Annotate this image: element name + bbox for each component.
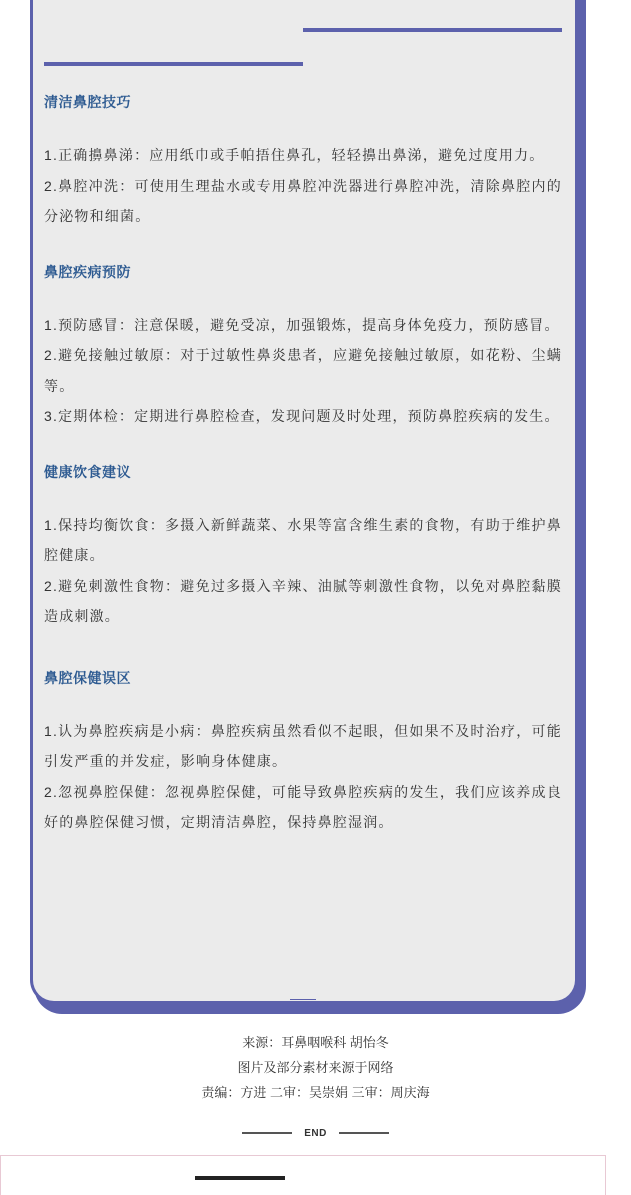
credit-images: 图片及部分素材来源于网络 — [237, 1060, 394, 1075]
list-item: 2.鼻腔冲洗：可使用生理盐水或专用鼻腔冲洗器进行鼻腔冲洗，清除鼻腔内的分泌物和细菌。 — [44, 177, 562, 224]
list-item: 3.定期体检：定期进行鼻腔检查，发现问题及时处理，预防鼻腔疾病的发生。 — [44, 408, 560, 424]
credits — [0, 1030, 631, 1105]
list-item: 1.保持均衡饮食：多摄入新鲜蔬菜、水果等富含维生素的食物，有助于维护鼻腔健康。 — [44, 516, 562, 563]
card-handle-icon — [290, 999, 316, 1007]
list-item: 2.忽视鼻腔保健：忽视鼻腔保健，可能导致鼻腔疾病的发生，我们应该养成良好的鼻腔保健习惯，定期清洁鼻腔，保持鼻腔湿润。 — [44, 783, 562, 830]
list-item: 1.预防感冒：注意保暖，避免受凉，加强锻炼，提高身体免疫力，预防感冒。 — [44, 316, 560, 333]
end-marker — [0, 1125, 631, 1141]
section-cleaning — [44, 88, 562, 232]
credit-editors: 责编：方进 二审：吴崇娟 三审：周庆海 — [201, 1085, 430, 1100]
list-item: 2.避免接触过敏原：对于过敏性鼻炎患者，应避免接触过敏原，如花粉、尘螨等。 — [44, 347, 562, 394]
section-heading: 鼻腔疾病预防 — [44, 263, 131, 280]
next-card-title-glyph — [195, 1176, 285, 1190]
section-heading: 鼻腔保健误区 — [44, 669, 131, 686]
next-card[interactable] — [0, 1155, 606, 1195]
divider-line-left — [44, 62, 303, 66]
end-line-left — [242, 1132, 292, 1134]
section-prevention — [44, 258, 562, 432]
list-item: 2.避免刺激性食物：避免过多摄入辛辣、油腻等刺激性食物，以免对鼻腔黏膜造成刺激。 — [44, 577, 562, 624]
end-line-right — [339, 1132, 389, 1134]
section-misconceptions — [44, 664, 562, 838]
article-content — [44, 88, 562, 838]
end-label: END — [304, 1127, 327, 1139]
list-item: 1.正确擤鼻涕：应用纸巾或手帕捂住鼻孔，轻轻擤出鼻涕，避免过度用力。 — [44, 147, 545, 163]
section-heading: 清洁鼻腔技巧 — [44, 94, 131, 110]
section-heading: 健康饮食建议 — [44, 463, 131, 480]
section-diet — [44, 458, 562, 632]
divider-line-right — [303, 28, 562, 32]
credit-source: 来源：耳鼻咽喉科 胡怡冬 — [242, 1035, 389, 1050]
list-item: 1.认为鼻腔疾病是小病：鼻腔疾病虽然看似不起眼，但如果不及时治疗，可能引发严重的并发症，影响身体健康。 — [44, 722, 562, 769]
